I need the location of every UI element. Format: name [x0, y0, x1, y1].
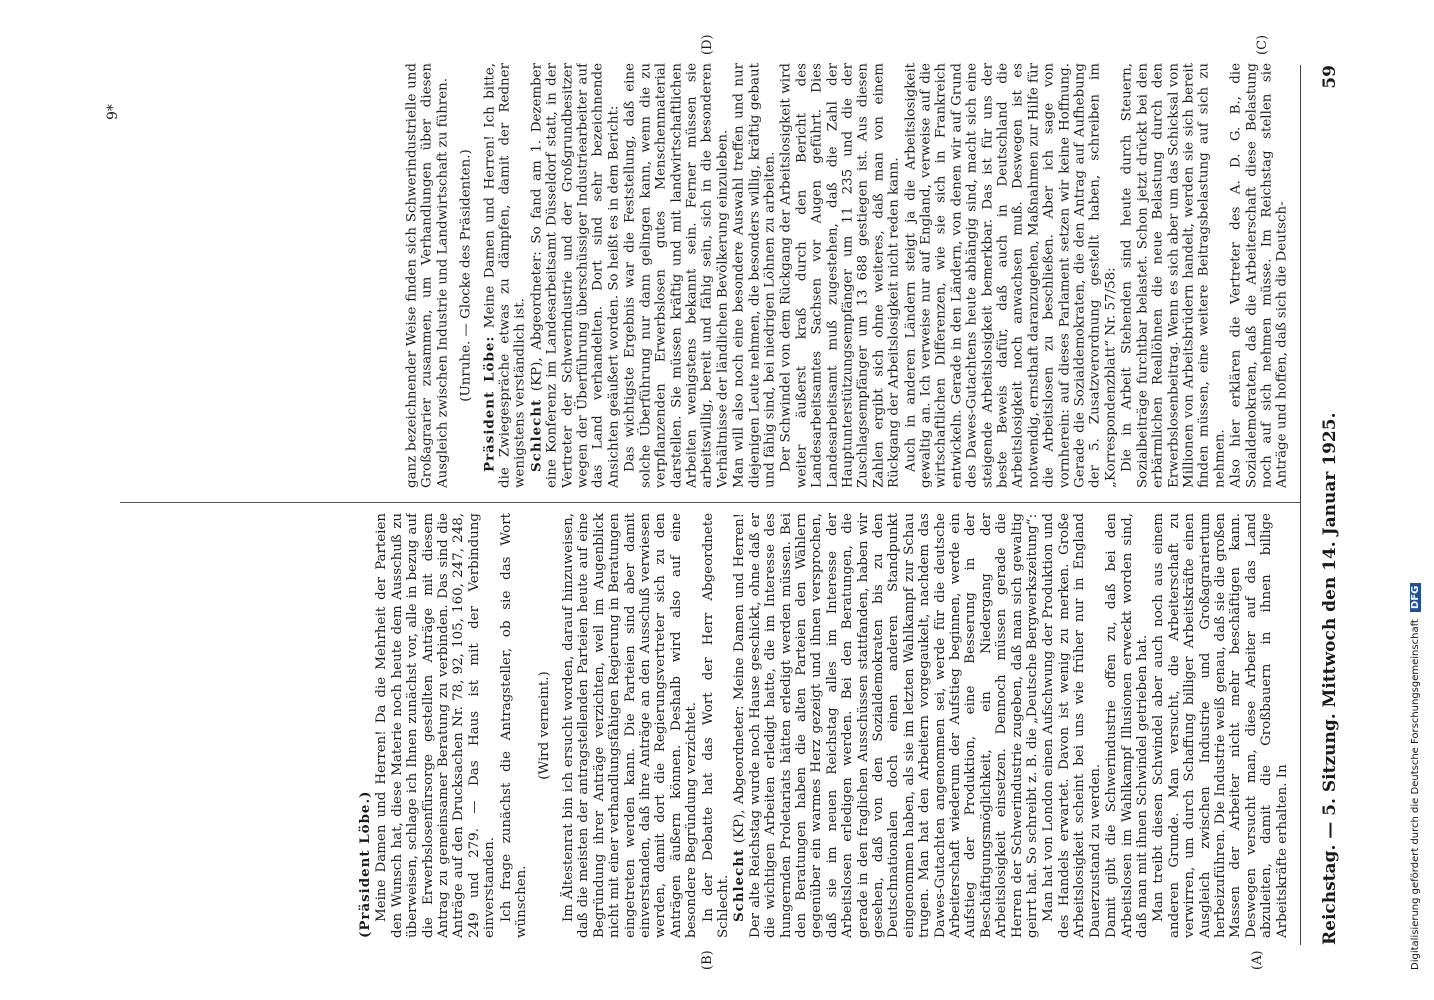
- quotation-paragraph: Die in Arbeit Stehenden sind heute durch Steuern, Sozialbeiträge furchtbar belastet. Schon jetzt drückt bei den erbärmlichen Reallöhnen die neue Belastung durch den Erwerbslosenbeitrag. Wenn es sich aber um das Schicksal von Millionen von Arbeitsbrüdern handelt, werden sie sich bereit finden müssen, eine weitere Beitragsbelastung auf sich zu nehmen.: [1119, 63, 1227, 488]
- speech-text: (KP), Abgeordneter: Meine Damen und Herren! Der alte Reichstag wurde noch Hause geschickt, ohne daß er die wichtigen Arbeiten erledigt hatte, die im Interesse des hungernden Proletariats hätten erledigt werden müssen. Bei den Beratungen haben die alten Parteien den Wählern gegenüber ein warmes Herz gezeigt und ihnen versprochen, daß sie im neuen Reichstag alles im Interesse der Arbeitslosen erledigen werden. Bei den Beratungen, die gerade in den fraglichen Ausschüssen stattfanden, haben wir gesehen, daß von den Sozialdemokraten bis zu den Deutschnationalen doch einen anderen Standpunkt eingenommen haben, als sie im letzten Wahlkampf zur Schau trugen. Man hat den Arbeitern vorgegaukelt, nachdem das Dawes-Gutachten angenommen sei, werde für die deutsche Arbeiterschaft wiederum der Aufstieg beginnen, werde ein Aufstieg der Produktion, eine Besserung in der Beschäftigungsmöglichkeit, ein Niedergang der Arbeitslosigkeit einsetzen. Dennoch müssen gerade die Herren der Schwerindustrie zugeben, daß man sich gewaltig geirrt hat. So schreibt z. B. die „Deutsche Bergwerkszeitung“:: [732, 513, 1041, 938]
- speech-paragraph: [732, 513, 1040, 938]
- page-header: [1320, 65, 1360, 945]
- speaker-name: Schlecht: [528, 398, 545, 472]
- text-paragraph: In der Debatte hat das Wort der Herr Abgeordnete Schlecht.: [700, 513, 731, 938]
- quotation-paragraph: Man hat von London einen Aufschwung der Produktion und des Handels erwartet. Davon ist wenig zu merken. Große Arbeitslosigkeit scheint bei uns wie früher nur in England Dauerzustand zu werden.: [1041, 513, 1103, 938]
- speech-paragraph: [482, 63, 528, 488]
- text-paragraph: Damit gibt die Schwerindustrie offen zu, daß bei den Arbeitslosen im Wahlkampf Illusionen erweckt worden sind, daß man mit ihnen Schwindel getrieben hat.: [1104, 513, 1150, 938]
- margin-marker-d: (D): [700, 34, 715, 55]
- interjection: (Unruhe. — Glocke des Präsidenten.): [458, 149, 474, 402]
- text-paragraph: Ich frage zunächst die Antragsteller, ob sie das Wort wünschen.: [498, 513, 530, 938]
- header-rule: [1300, 65, 1301, 945]
- text-paragraph: Also hier erklären die Vertreter des A. D. G. B., die Sozialdemokraten, daß die Arbeiterschaft diese Belastung noch auf sich nehmen müsse. Im Reichstag stellen sie Anträge und hoffen, daß sich die Deutsch-: [1228, 63, 1290, 488]
- text-paragraph: Im Ältestenrat bin ich ersucht worden, darauf hinzuweisen, daß die meisten der antragstellenden Parteien heute auf eine Begründung ihrer Anträge verzichten, weil im Augenblick nicht mit einer verhandlungsfähigen Regierung in Beratungen eingetreten werden kann. Die Parteien sind aber damit einverstanden, daß ihre Anträge an den Ausschuß verwiesen werden, damit dort die Regierungsvertreter sich zu den Anträgen äußern können. Deshalb wird also auf eine besondere Begründung verzichtet.: [560, 513, 700, 938]
- text-paragraph: ganz bezeichnender Weise finden sich Schwerindustrielle und Großagrarier zusammen, um Verhandlungen über diesen Ausgleich zwischen Industrie und Landwirtschaft zu führen.: [404, 63, 451, 488]
- credit-text: Digitalisierung gefördert durch die Deutsche Forschungsgemeinschaft: [1410, 619, 1421, 970]
- interjection: (Wird verneint.): [537, 671, 553, 780]
- speaker-name: Präsident Löbe:: [480, 335, 497, 472]
- column-divider: [120, 502, 1300, 503]
- margin-marker-b: (B): [700, 950, 715, 970]
- text-paragraph: Man will also noch eine besondere Auswahl treffen und nur diejenigen Leute nehmen, die besonders willig, kräftig gebaut und fähig sind, bei niedrigen Löhnen zu arbeiten.: [731, 63, 778, 488]
- margin-marker-a: (A): [1250, 950, 1265, 970]
- speech-text: Meine Damen und Herren! Ich bitte, die Zwiegespräche etwas zu dämpfen, damit der Redner wenigstens verständlich ist.: [481, 63, 528, 488]
- text-paragraph: Auch in anderen Ländern steigt ja die Arbeitslosigkeit gewaltig an. Ich verweise nur auf England, verweise auf die wirtschaftlichen Differenzen, wie sie sich in Frankreich entwickeln. Gerade in den Ländern, von denen wir auf Grund des Dawes-Gutachtens heute abhängig sind, macht sich eine steigende Arbeitslosigkeit bemerkbar. Das ist für uns der beste Beweis dafür, daß auch in Deutschland die Arbeitslosigkeit noch anwachsen muß. Deswegen ist es notwendig, ernsthaft daranzugehen, Maßnahmen zur Hilfe für die Arbeitslosen zu beschließen. Aber ich sage von vornherein: auf dieses Parlament setzen wir keine Hoffnung. Gerade die Sozialdemokraten, die den Antrag auf Aufhebung der 5. Zusatzverordnung gestellt haben, schreiben im „Korrespondenzblatt“ Nr. 57/58:: [902, 63, 1119, 488]
- header-title: Reichstag. — 5. Sitzung. Mittwoch den 14. Januar 1925.: [1320, 412, 1340, 945]
- text-paragraph: Meine Damen und Herren! Da die Mehrheit der Parteien den Wunsch hat, diese Materie noch heute dem Ausschuß zu überweisen, schlage ich Ihnen zunächst vor, alle in bezug auf die Erwerbslosenfürsorge gestellten Anträge mit diesem Antrag zu gemeinsamer Beratung zu verbinden. Das sind die Anträge auf den Drucksachen Nr. 78, 92, 105, 160, 247, 248, 249 und 279. — Das Haus ist mit der Verbindung einverstanden.: [374, 513, 498, 938]
- left-column: [130, 513, 1290, 938]
- right-column: [130, 63, 1290, 488]
- speech-paragraph: [529, 63, 621, 488]
- speech-text: (KP), Abgeordneter: So fand am 1. Dezember eine Konferenz im Landesarbeitsamt Düsseldorf statt, in der Vertreter der Schwerindustrie und der Großgrundbesitzer wegen der Überführung überschüssiger Industriearbeiter auf das Land verhandelten. Dort sind sehr bezeichnende Ansichten geäußert worden. So heißt es in dem Bericht:: [529, 63, 622, 488]
- speaker-name: Schlecht: [731, 848, 748, 922]
- quotation-paragraph: Das wichtigste Ergebnis war die Feststellung, daß eine solche Überführung nur dann gelingen kann, wenn die zu verpflanzenden Erwerbslosen gutes Menschenmaterial darstellen. Sie müssen kräftig und mit landwirtschaftlichen Arbeiten wenigstens bekannt sein. Ferner müssen sie arbeitswillig, bereit und fähig sein, sich in die besonderen Verhältnisse der ländlichen Bevölkerung einzuleben.: [622, 63, 730, 488]
- text-paragraph: Der Schwindel von dem Rückgang der Arbeitslosigkeit wird weiter äußerst kraß durch den Bericht des Landesarbeitsamtes Sachsen vor Augen geführt. Dies Landesarbeitsamt muß zugestehen, daß die Zahl der Hauptunterstützungsempfänger um 11 235 und die der Zuschlagsempfänger um 13 688 gestiegen ist. Aus diesen Zahlen ergibt sich ohne weiteres, daß man von einem Rückgang der Arbeitslosigkeit nicht reden kann.: [778, 63, 902, 488]
- page-number: 59: [1320, 65, 1340, 89]
- margin-marker-c: (C): [1255, 34, 1270, 55]
- text-paragraph: Man treibt diesen Schwindel aber auch noch aus einem anderen Grunde. Man versucht, die Arbeiterschaft zu verwirren, um durch Schaffung billiger Arbeitskräfte einen Ausgleich zwischen Industrie und Großagrariertum herbeizuführen. Die Industrie weiß genau, daß sie die großen Massen der Arbeiter nicht mehr beschäftigen kann. Deswegen versucht man, diese Arbeiter auf das Land abzuleiten, damit die Großbauern in ihnen billige Arbeitskräfte erhalten. In: [1151, 513, 1290, 938]
- signature-mark: 9*: [105, 104, 121, 120]
- dfg-logo: DFG: [1410, 583, 1421, 612]
- side-credit: [1400, 40, 1430, 970]
- speaker-heading: (Präsident Löbe.): [357, 790, 374, 938]
